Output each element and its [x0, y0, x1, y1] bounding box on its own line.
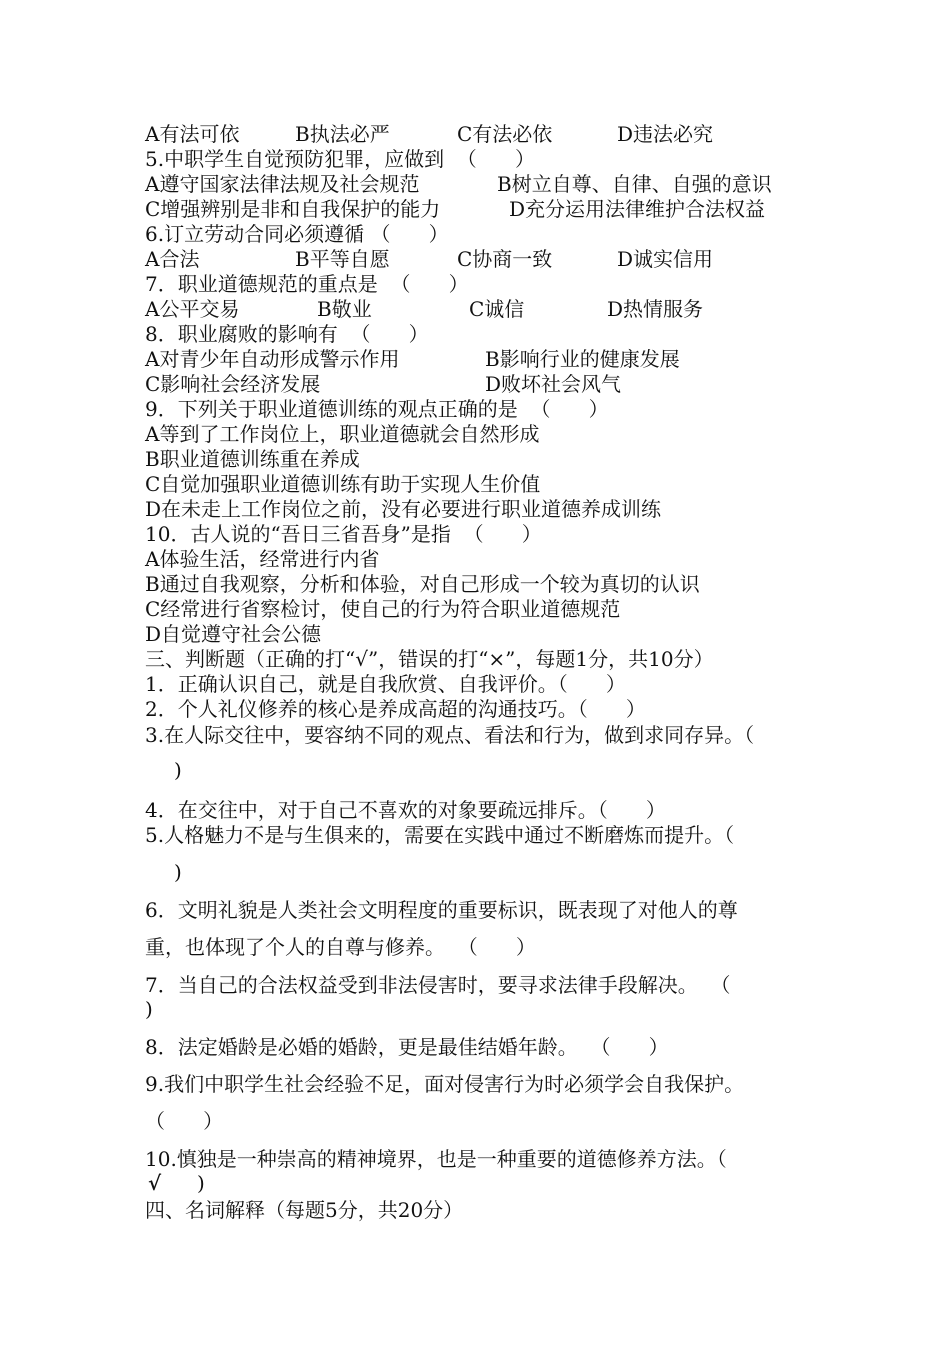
q6-option-b: B平等自愿 [295, 247, 390, 271]
judgment-9: 9.我们中职学生社会经验不足，面对侵害行为时必须学会自我保护。 [145, 1072, 745, 1096]
q9-option-d: D在未走上工作岗位之前，没有必要进行职业道德养成训练 [145, 497, 662, 521]
judgment-7-bracket: ) [145, 997, 153, 1021]
q7-question: 7．职业道德规范的重点是 （ ） [145, 272, 469, 296]
q9-option-a: A等到了工作岗位上，职业道德就会自然形成 [145, 422, 540, 446]
judgment-6-cont: 重，也体现了个人的自尊与修养。 （ ） [145, 935, 536, 959]
q9-option-b: B职业道德训练重在养成 [145, 447, 360, 471]
q5-option-d: D充分运用法律维护合法权益 [509, 197, 766, 221]
judgment-2: 2．个人礼仪修养的核心是养成高超的沟通技巧。（ ） [145, 697, 646, 721]
q8-option-c: C影响社会经济发展 [145, 372, 321, 396]
q6-option-d: D诚实信用 [617, 247, 714, 271]
q7-option-b: B敬业 [317, 297, 372, 321]
q10-option-b: B通过自我观察，分析和体验，对自己形成一个较为真切的认识 [145, 572, 700, 596]
section4-heading: 四、名词解释（每题5分，共20分） [145, 1198, 464, 1222]
q6-option-a: A合法 [145, 247, 200, 271]
q5-question: 5.中职学生自觉预防犯罪，应做到 （ ） [145, 147, 535, 171]
q6-question: 6.订立劳动合同必须遵循 （ ） [145, 222, 449, 246]
q8-option-b: B影响行业的健康发展 [485, 347, 680, 371]
q4-option-d: D违法必究 [617, 122, 714, 146]
judgment-7: 7．当自己的合法权益受到非法侵害时，要寻求法律手段解决。 （ [145, 973, 731, 997]
q10-option-c: C经常进行省察检讨，使自己的行为符合职业道德规范 [145, 597, 621, 621]
judgment-8: 8．法定婚龄是必婚的婚龄，更是最佳结婚年龄。 （ ） [145, 1035, 669, 1059]
q5-option-a: A遵守国家法律法规及社会规范 [145, 172, 420, 196]
q10-option-a: A体验生活，经常进行内省 [145, 547, 380, 571]
judgment-5-bracket: ) [174, 860, 182, 884]
q9-question: 9．下列关于职业道德训练的观点正确的是 （ ） [145, 397, 609, 421]
q4-option-c: C有法必依 [457, 122, 553, 146]
q4-option-b: B执法必严 [295, 122, 390, 146]
judgment-3-bracket: ) [174, 758, 182, 782]
q8-option-d: D败坏社会风气 [485, 372, 622, 396]
q7-option-a: A公平交易 [145, 297, 240, 321]
q7-option-d: D热情服务 [607, 297, 704, 321]
judgment-10-check-mark: √ [148, 1171, 162, 1195]
q7-option-c: C诚信 [469, 297, 525, 321]
q10-question: 10．古人说的“吾日三省吾身”是指 （ ） [145, 522, 542, 546]
q10-option-d: D自觉遵守社会公德 [145, 622, 322, 646]
q4-option-a: A有法可依 [145, 122, 240, 146]
judgment-4: 4．在交往中，对于自己不喜欢的对象要疏远排斥。（ ） [145, 798, 666, 822]
q8-question: 8．职业腐败的影响有 （ ） [145, 322, 429, 346]
q8-option-a: A对青少年自动形成警示作用 [145, 347, 400, 371]
judgment-6: 6．文明礼貌是人类社会文明程度的重要标识，既表现了对他人的尊 [145, 898, 738, 922]
section3-heading: 三、判断题（正确的打“√”，错误的打“×”，每题1分，共10分） [145, 647, 714, 671]
judgment-9-cont: （ ） [145, 1109, 224, 1133]
judgment-3: 3.在人际交往中，要容纳不同的观点、看法和行为，做到求同存异。（ [145, 723, 755, 747]
judgment-1: 1．正确认识自己，就是自我欣赏、自我评价。（ ） [145, 672, 626, 696]
judgment-10: 10.慎独是一种崇高的精神境界，也是一种重要的道德修养方法。（ [145, 1147, 727, 1171]
judgment-5: 5.人格魅力不是与生俱来的，需要在实践中通过不断磨炼而提升。（ [145, 823, 735, 847]
q5-option-b: B树立自尊、自律、自强的意识 [497, 172, 772, 196]
q5-option-c: C增强辨别是非和自我保护的能力 [145, 197, 441, 221]
judgment-10-bracket: ) [197, 1171, 205, 1195]
q6-option-c: C协商一致 [457, 247, 553, 271]
q9-option-c: C自觉加强职业道德训练有助于实现人生价值 [145, 472, 541, 496]
